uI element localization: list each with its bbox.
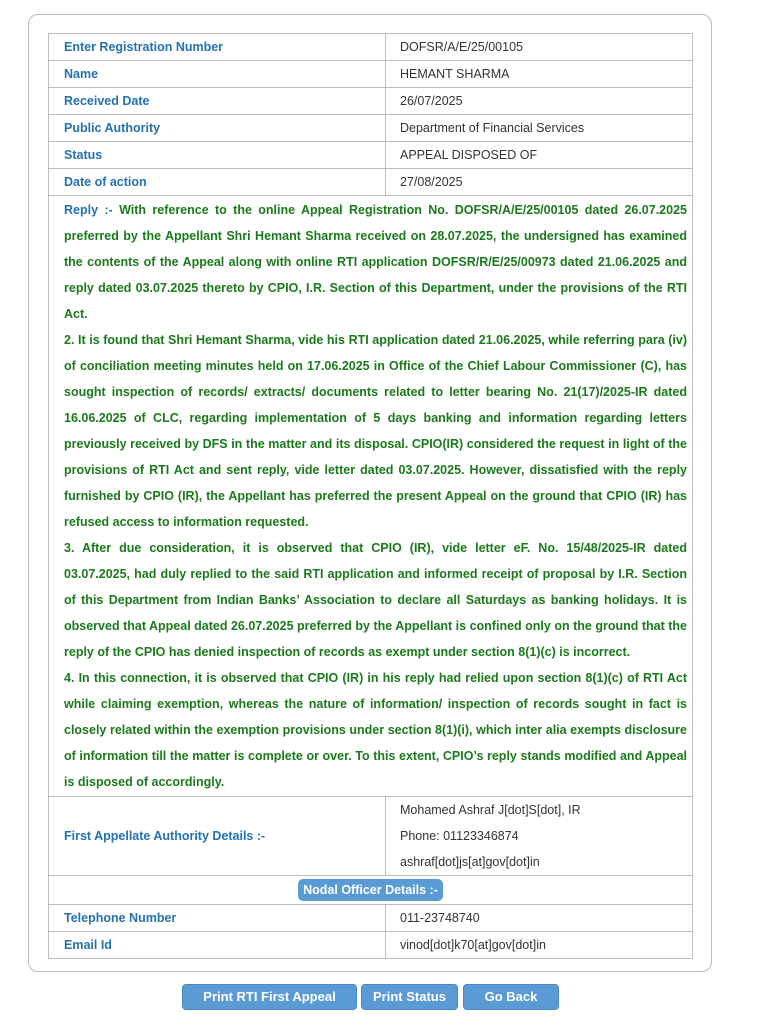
name-label: Name — [49, 61, 386, 88]
reply-paragraph-2: 2. It is found that Shri Hemant Sharma, vide his RTI application dated 21.06.2025, while referring para (iv) of conciliation meeting minutes held on 17.06.2025 in Office of the Chief Labour Commissioner (C), has sought inspection of records/ extracts/ documents related to letter bearing No. 21(17)/2025-IR dated 16.06.2025 of CLC, regarding implementation of 5 days banking and information regarding letters previously received by DFS in the matter and its disposal. CPIO(IR) considered the request in light of the provisions of RTI Act and sent reply, vide letter dated 03.07.2025. However, dissatisfied with the reply furnished by CPIO (IR), the Appellant has preferred the present Appeal on the ground that CPIO (IR) has refused access to information requested. — [64, 333, 687, 529]
status-value: APPEAL DISPOSED OF — [386, 142, 693, 169]
faa-row — [49, 797, 693, 876]
nodal-header-cell — [49, 876, 693, 905]
public-authority-value: Department of Financial Services — [386, 115, 693, 142]
reply-text — [49, 196, 693, 797]
reply-paragraph-4: 4. In this connection, it is observed that CPIO (IR) in his reply had relied upon section 8(1)(c) of RTI Act while claiming exemption, whereas the nature of information/ inspection of records sought in fact is closely related within the exemption provisions under section 8(1)(i), which inter alia exempts disclosure of information till the matter is complete or over. To this extent, CPIO’s reply stands modified and Appeal is disposed of accordingly. — [64, 671, 687, 789]
action-buttons — [0, 984, 764, 1010]
telephone-row — [49, 905, 693, 932]
reply-paragraph-1-text: With reference to the online Appeal Registration No. DOFSR/A/E/25/00105 dated 26.07.2025 preferred by the Appellant Shri Hemant Sharma received on 28.07.2025, the undersigned has examined the contents of the Appeal along with online RTI application DOFSR/R/E/25/00973 dated 21.06.2025 and reply dated 03.07.2025 thereto by CPIO, I.R. Section of this Department, under the provisions of the RTI Act. — [64, 203, 687, 321]
registration-value: DOFSR/A/E/25/00105 — [386, 34, 693, 61]
public-authority-row — [49, 115, 693, 142]
name-row — [49, 61, 693, 88]
reply-paragraph-3: 3. After due consideration, it is observed that CPIO (IR), vide letter eF. No. 15/48/2025-IR dated 03.07.2025, had duly replied to the said RTI application and informed receipt of proposal by I.R. Section of this Department from Indian Banks’ Association to declare all Saturdays as banking holidays. It is observed that Appeal dated 26.07.2025 preferred by the Appellant is confined only on the ground that the reply of the CPIO has denied inspection of records as exempt under section 8(1)(c) is incorrect. — [64, 541, 687, 659]
appeal-details-table — [48, 33, 693, 959]
reply-paragraph-1 — [64, 197, 687, 327]
email-row — [49, 932, 693, 959]
email-label: Email Id — [49, 932, 386, 959]
registration-row — [49, 34, 693, 61]
print-status-button[interactable]: Print Status — [361, 984, 458, 1010]
received-date-row — [49, 88, 693, 115]
received-date-value: 26/07/2025 — [386, 88, 693, 115]
nodal-header-row — [49, 876, 693, 905]
faa-name: Mohamed Ashraf J[dot]S[dot], IR — [400, 803, 581, 817]
nodal-officer-badge: Nodal Officer Details :- — [298, 879, 443, 901]
date-of-action-value: 27/08/2025 — [386, 169, 693, 196]
status-label: Status — [49, 142, 386, 169]
date-of-action-label: Date of action — [49, 169, 386, 196]
reply-label: Reply :- — [64, 203, 113, 217]
date-of-action-row — [49, 169, 693, 196]
telephone-label: Telephone Number — [49, 905, 386, 932]
status-row — [49, 142, 693, 169]
registration-label: Enter Registration Number — [49, 34, 386, 61]
name-value: HEMANT SHARMA — [386, 61, 693, 88]
faa-phone: Phone: 01123346874 — [400, 829, 519, 843]
received-date-label: Received Date — [49, 88, 386, 115]
reply-row — [49, 196, 693, 797]
go-back-button[interactable]: Go Back — [463, 984, 559, 1010]
telephone-value: 011-23748740 — [386, 905, 693, 932]
faa-details — [386, 797, 693, 876]
print-rti-first-appeal-button[interactable]: Print RTI First Appeal — [182, 984, 357, 1010]
faa-email: ashraf[dot]js[at]gov[dot]in — [400, 855, 540, 869]
email-value: vinod[dot]k70[at]gov[dot]in — [386, 932, 693, 959]
faa-label: First Appellate Authority Details :- — [49, 797, 386, 876]
public-authority-label: Public Authority — [49, 115, 386, 142]
